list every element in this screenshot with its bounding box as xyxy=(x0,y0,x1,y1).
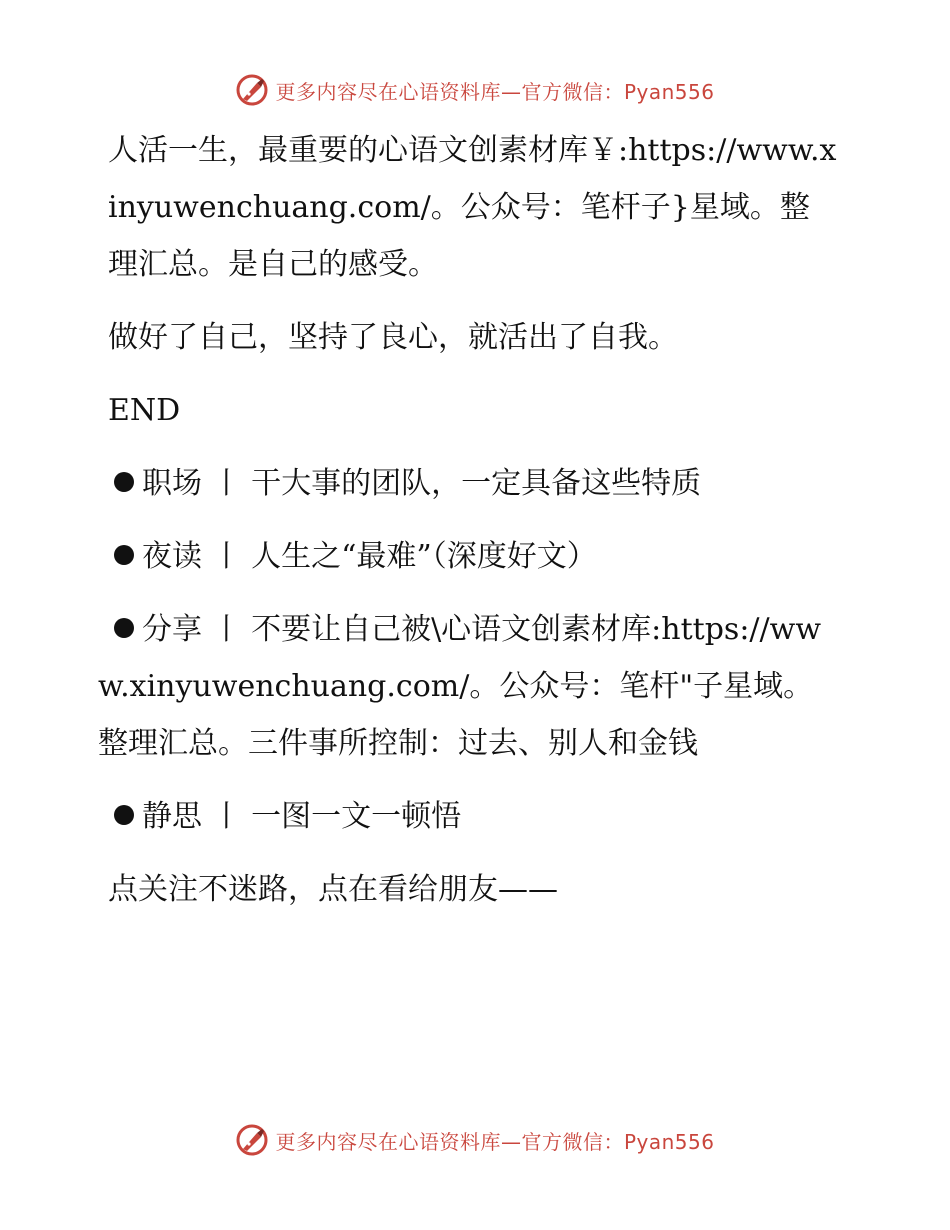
paragraph-end: END xyxy=(108,393,181,428)
paragraph-closing: 点关注不迷路，点在看给朋友—— xyxy=(108,872,558,907)
bullet-dot-icon xyxy=(114,618,134,638)
bullet-dot-icon xyxy=(114,545,134,565)
pen-nib-logo-icon xyxy=(235,73,269,107)
header-watermark-banner xyxy=(0,70,950,110)
document-body xyxy=(98,122,838,934)
bullet-dot-icon xyxy=(114,805,134,825)
bullet-item-reflection[interactable] xyxy=(98,788,838,845)
paragraph-conscience: 做好了自己，坚持了良心，就活出了自我。 xyxy=(108,320,678,355)
footer-watermark-text: 更多内容尽在心语资料库—官方微信：Pyan556 xyxy=(275,1129,715,1154)
bullet-item-night-reading[interactable] xyxy=(98,528,838,585)
pen-nib-logo-icon xyxy=(235,1123,269,1157)
header-watermark-inner xyxy=(235,73,714,107)
bullet-item-text: 分享 丨 不要让自己被\心语文创素材库:https://www.xinyuwenchuang.com/。公众号：笔杆"子星域。整理汇总。三件事所控制：过去、别人和金钱 xyxy=(98,612,821,761)
bullet-dot-icon xyxy=(114,472,134,492)
bullet-item-sharing[interactable] xyxy=(98,601,838,772)
bullet-item-text: 夜读 丨 人生之“最难”（深度好文） xyxy=(142,539,597,574)
bullet-item-workplace[interactable] xyxy=(98,455,838,512)
footer-watermark-inner xyxy=(235,1123,714,1157)
bullet-item-text: 职场 丨 干大事的团队，一定具备这些特质 xyxy=(142,466,702,501)
footer-watermark-banner xyxy=(0,1120,950,1160)
paragraph-intro: 人活一生，最重要的心语文创素材库￥:https://www.xinyuwenchuang.com/。公众号：笔杆子}星域。整理汇总。是自己的感受。 xyxy=(108,133,837,282)
bullet-item-text: 静思 丨 一图一文一顿悟 xyxy=(142,799,462,834)
header-watermark-text: 更多内容尽在心语资料库—官方微信：Pyan556 xyxy=(275,79,715,104)
